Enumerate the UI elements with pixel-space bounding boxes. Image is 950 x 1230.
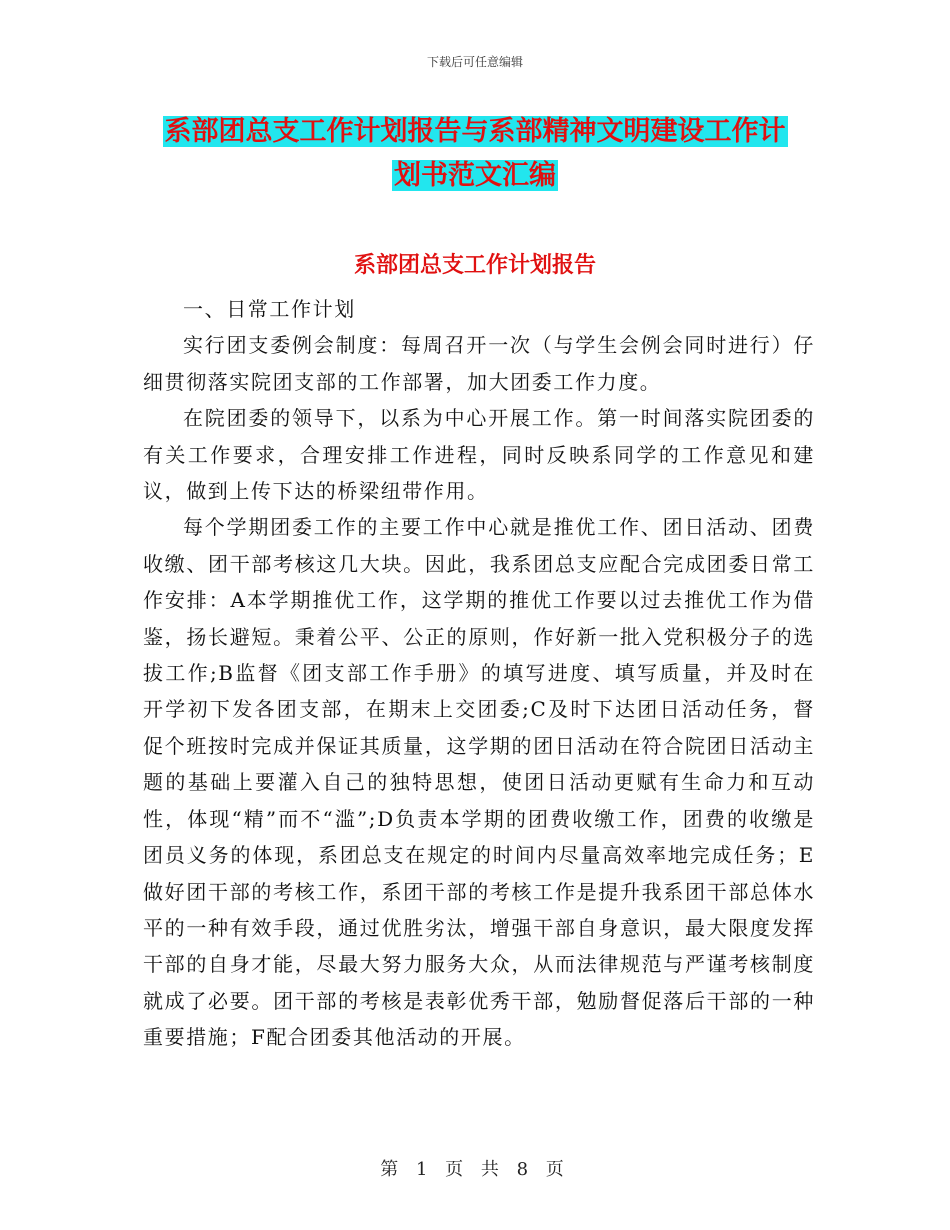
- paragraph: 实行团支委例会制度：每周召开一次（与学生会例会同时进行）仔细贯彻落实院团支部的工作部署，加大团委工作力度。: [143, 333, 815, 394]
- section-title: 系部团总支工作计划报告: [353, 253, 596, 278]
- paragraph-heading: 一、日常工作计划: [183, 297, 356, 321]
- paragraph: 在院团委的领导下，以系为中心开展工作。第一时间落实院团委的有关工作要求，合理安排工作进程，同时反映系同学的工作意见和建议，做到上传下达的桥梁纽带作用。: [143, 406, 815, 504]
- document-title-line-1: 系部团总支工作计划报告与系部精神文明建设工作计: [164, 116, 786, 147]
- header-note: 下载后可任意编辑: [426, 55, 523, 69]
- document-body: [143, 291, 815, 1056]
- page-footer: 第 1 页 共 8 页: [380, 1159, 570, 1180]
- document-title: [0, 110, 950, 198]
- paragraph: 每个学期团委工作的主要工作中心就是推优工作、团日活动、团费收缴、团干部考核这几大块。因此，我系团总支应配合完成团委日常工作安排：A本学期推优工作，这学期的推优工作要以过去推优工作为借鉴，扬长避短。秉着公平、公正的原则，作好新一批入党积极分子的选拔工作;B监督《团支部工作手册》的填写进度、填写质量，并及时在开学初下发各团支部，在期末上交团委;C及时下达团日活动任务，督促个班按时完成并保证其质量，这学期的团日活动在符合院团日活动主题的基础上要灌入自己的独特思想，使团日活动更赋有生命力和互动性，体现“精”而不“滥”;D负责本学期的团费收缴工作，团费的收缴是团员义务的体现，系团总支在规定的时间内尽量高效率地完成任务；E做好团干部的考核工作，系团干部的考核工作是提升我系团干部总体水平的一种有效手段，通过优胜劣汰，增强干部自身意识，最大限度发挥干部的自身才能，尽最大努力服务大众，从而法律规范与严谨考核制度就成了必要。团干部的考核是表彰优秀干部，勉励督促落后干部的一种重要措施；F配合团委其他活动的开展。: [143, 515, 815, 1050]
- document-title-line-2: 划书范文汇编: [394, 160, 556, 191]
